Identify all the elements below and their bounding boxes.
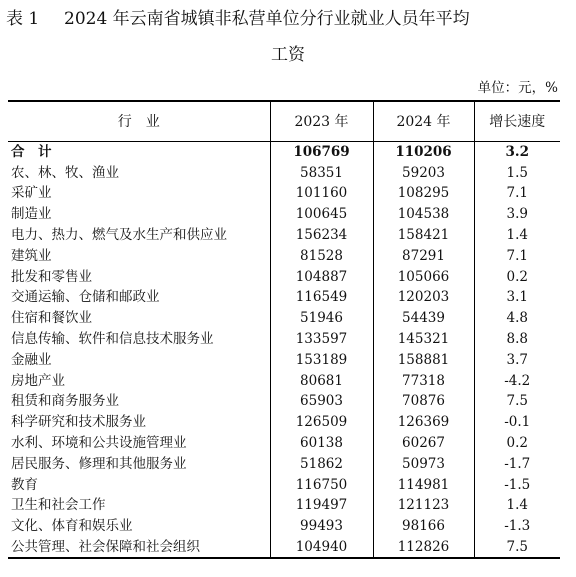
wage-2023-cell: 104887 — [270, 266, 373, 287]
table-title — [6, 6, 572, 32]
growth-cell: 3.9 — [474, 204, 560, 225]
header-2023: 2023 年 — [270, 101, 373, 141]
wage-2024-cell: 59203 — [373, 162, 474, 183]
wage-2024-cell: 108295 — [373, 183, 474, 204]
table-row — [8, 474, 560, 495]
wage-2023-cell: 156234 — [270, 225, 373, 246]
industry-cell: 租赁和商务服务业 — [11, 393, 119, 410]
wage-2023-cell: 106769 — [270, 141, 373, 162]
wage-2024-cell: 77318 — [373, 370, 474, 391]
growth-cell: -1.3 — [474, 516, 560, 537]
table-row — [8, 266, 560, 287]
industry-cell: 居民服务、修理和其他服务业 — [11, 455, 187, 472]
industry-cell: 信息传输、软件和信息技术服务业 — [11, 331, 214, 348]
table-row — [8, 308, 560, 329]
wage-2024-cell: 110206 — [373, 141, 474, 162]
wage-2024-cell: 60267 — [373, 433, 474, 454]
table-row — [8, 537, 560, 559]
wage-2023-cell: 51862 — [270, 453, 373, 474]
industry-cell: 卫生和社会工作 — [11, 497, 106, 514]
wage-table — [8, 100, 560, 559]
industry-cell: 金融业 — [11, 351, 52, 368]
industry-cell: 合 计 — [11, 143, 52, 160]
wage-2024-cell: 145321 — [373, 329, 474, 350]
wage-2023-cell: 80681 — [270, 370, 373, 391]
unit-note: 单位：元，% — [477, 80, 558, 96]
wage-2024-cell: 87291 — [373, 245, 474, 266]
wage-2023-cell: 119497 — [270, 495, 373, 516]
wage-2023-cell: 116750 — [270, 474, 373, 495]
industry-cell: 建筑业 — [11, 247, 52, 264]
industry-cell: 批发和零售业 — [11, 268, 92, 285]
industry-cell: 电力、热力、燃气及水生产和供应业 — [11, 227, 227, 244]
table-body — [8, 141, 560, 558]
growth-cell: -1.5 — [474, 474, 560, 495]
growth-cell: 3.1 — [474, 287, 560, 308]
growth-cell: -0.1 — [474, 412, 560, 433]
wage-2023-cell: 81528 — [270, 245, 373, 266]
table-row — [8, 412, 560, 433]
wage-2024-cell: 105066 — [373, 266, 474, 287]
growth-cell: 7.1 — [474, 245, 560, 266]
industry-cell: 房地产业 — [11, 372, 65, 389]
header-industry: 行 业 — [8, 101, 270, 141]
wage-2024-cell: 120203 — [373, 287, 474, 308]
wage-2024-cell: 70876 — [373, 391, 474, 412]
table-row — [8, 391, 560, 412]
table-row — [8, 516, 560, 537]
wage-2024-cell: 114981 — [373, 474, 474, 495]
industry-cell: 教育 — [11, 476, 38, 493]
table-row — [8, 329, 560, 350]
growth-cell: 1.5 — [474, 162, 560, 183]
table-row — [8, 162, 560, 183]
table-row — [8, 225, 560, 246]
growth-cell: -4.2 — [474, 370, 560, 391]
growth-cell: 4.8 — [474, 308, 560, 329]
industry-cell: 科学研究和技术服务业 — [11, 414, 146, 431]
wage-2023-cell: 153189 — [270, 349, 373, 370]
wage-2023-cell: 51946 — [270, 308, 373, 329]
header-row — [8, 101, 560, 141]
industry-cell: 农、林、牧、渔业 — [11, 164, 119, 181]
growth-cell: 8.8 — [474, 329, 560, 350]
industry-cell: 交通运输、仓储和邮政业 — [11, 289, 160, 306]
wage-2024-cell: 104538 — [373, 204, 474, 225]
table-row — [8, 204, 560, 225]
wage-2023-cell: 104940 — [270, 537, 373, 559]
header-2024: 2024 年 — [373, 101, 474, 141]
table-number: 表 1 — [6, 9, 40, 29]
industry-cell: 文化、体育和娱乐业 — [11, 518, 133, 535]
industry-cell: 公共管理、社会保障和社会组织 — [8, 537, 270, 559]
wage-2024-cell: 98166 — [373, 516, 474, 537]
wage-2024-cell: 54439 — [373, 308, 474, 329]
header-growth: 增长速度 — [474, 101, 560, 141]
table-row — [8, 183, 560, 204]
wage-2024-cell: 126369 — [373, 412, 474, 433]
growth-cell: 0.2 — [474, 266, 560, 287]
growth-cell: 3.7 — [474, 349, 560, 370]
wage-2024-cell: 50973 — [373, 453, 474, 474]
wage-2024-cell: 121123 — [373, 495, 474, 516]
growth-cell: -1.7 — [474, 453, 560, 474]
table-row — [8, 453, 560, 474]
table-title-line1: 2024 年云南省城镇非私营单位分行业就业人员年平均 — [64, 9, 470, 29]
wage-2024-cell: 112826 — [373, 537, 474, 559]
wage-2023-cell: 65903 — [270, 391, 373, 412]
table-row — [8, 433, 560, 454]
table-row — [8, 245, 560, 266]
wage-2023-cell: 133597 — [270, 329, 373, 350]
table-row — [8, 349, 560, 370]
table-title-line2: 工资 — [271, 45, 305, 65]
wage-2023-cell: 60138 — [270, 433, 373, 454]
growth-cell: 7.5 — [474, 391, 560, 412]
table-row — [8, 287, 560, 308]
wage-2023-cell: 100645 — [270, 204, 373, 225]
table-row — [8, 495, 560, 516]
wage-2023-cell: 101160 — [270, 183, 373, 204]
growth-cell: 7.5 — [474, 537, 560, 559]
industry-cell: 制造业 — [11, 206, 52, 223]
industry-cell: 住宿和餐饮业 — [11, 310, 92, 327]
industry-cell: 采矿业 — [11, 185, 52, 202]
growth-cell: 1.4 — [474, 495, 560, 516]
wage-2023-cell: 99493 — [270, 516, 373, 537]
industry-cell: 水利、环境和公共设施管理业 — [11, 435, 187, 452]
wage-2024-cell: 158421 — [373, 225, 474, 246]
growth-cell: 0.2 — [474, 433, 560, 454]
wage-2023-cell: 58351 — [270, 162, 373, 183]
wage-2023-cell: 116549 — [270, 287, 373, 308]
wage-2024-cell: 158881 — [373, 349, 474, 370]
table-row — [8, 370, 560, 391]
table-row-total — [8, 141, 560, 162]
growth-cell: 3.2 — [474, 141, 560, 162]
wage-2023-cell: 126509 — [270, 412, 373, 433]
growth-cell: 7.1 — [474, 183, 560, 204]
growth-cell: 1.4 — [474, 225, 560, 246]
